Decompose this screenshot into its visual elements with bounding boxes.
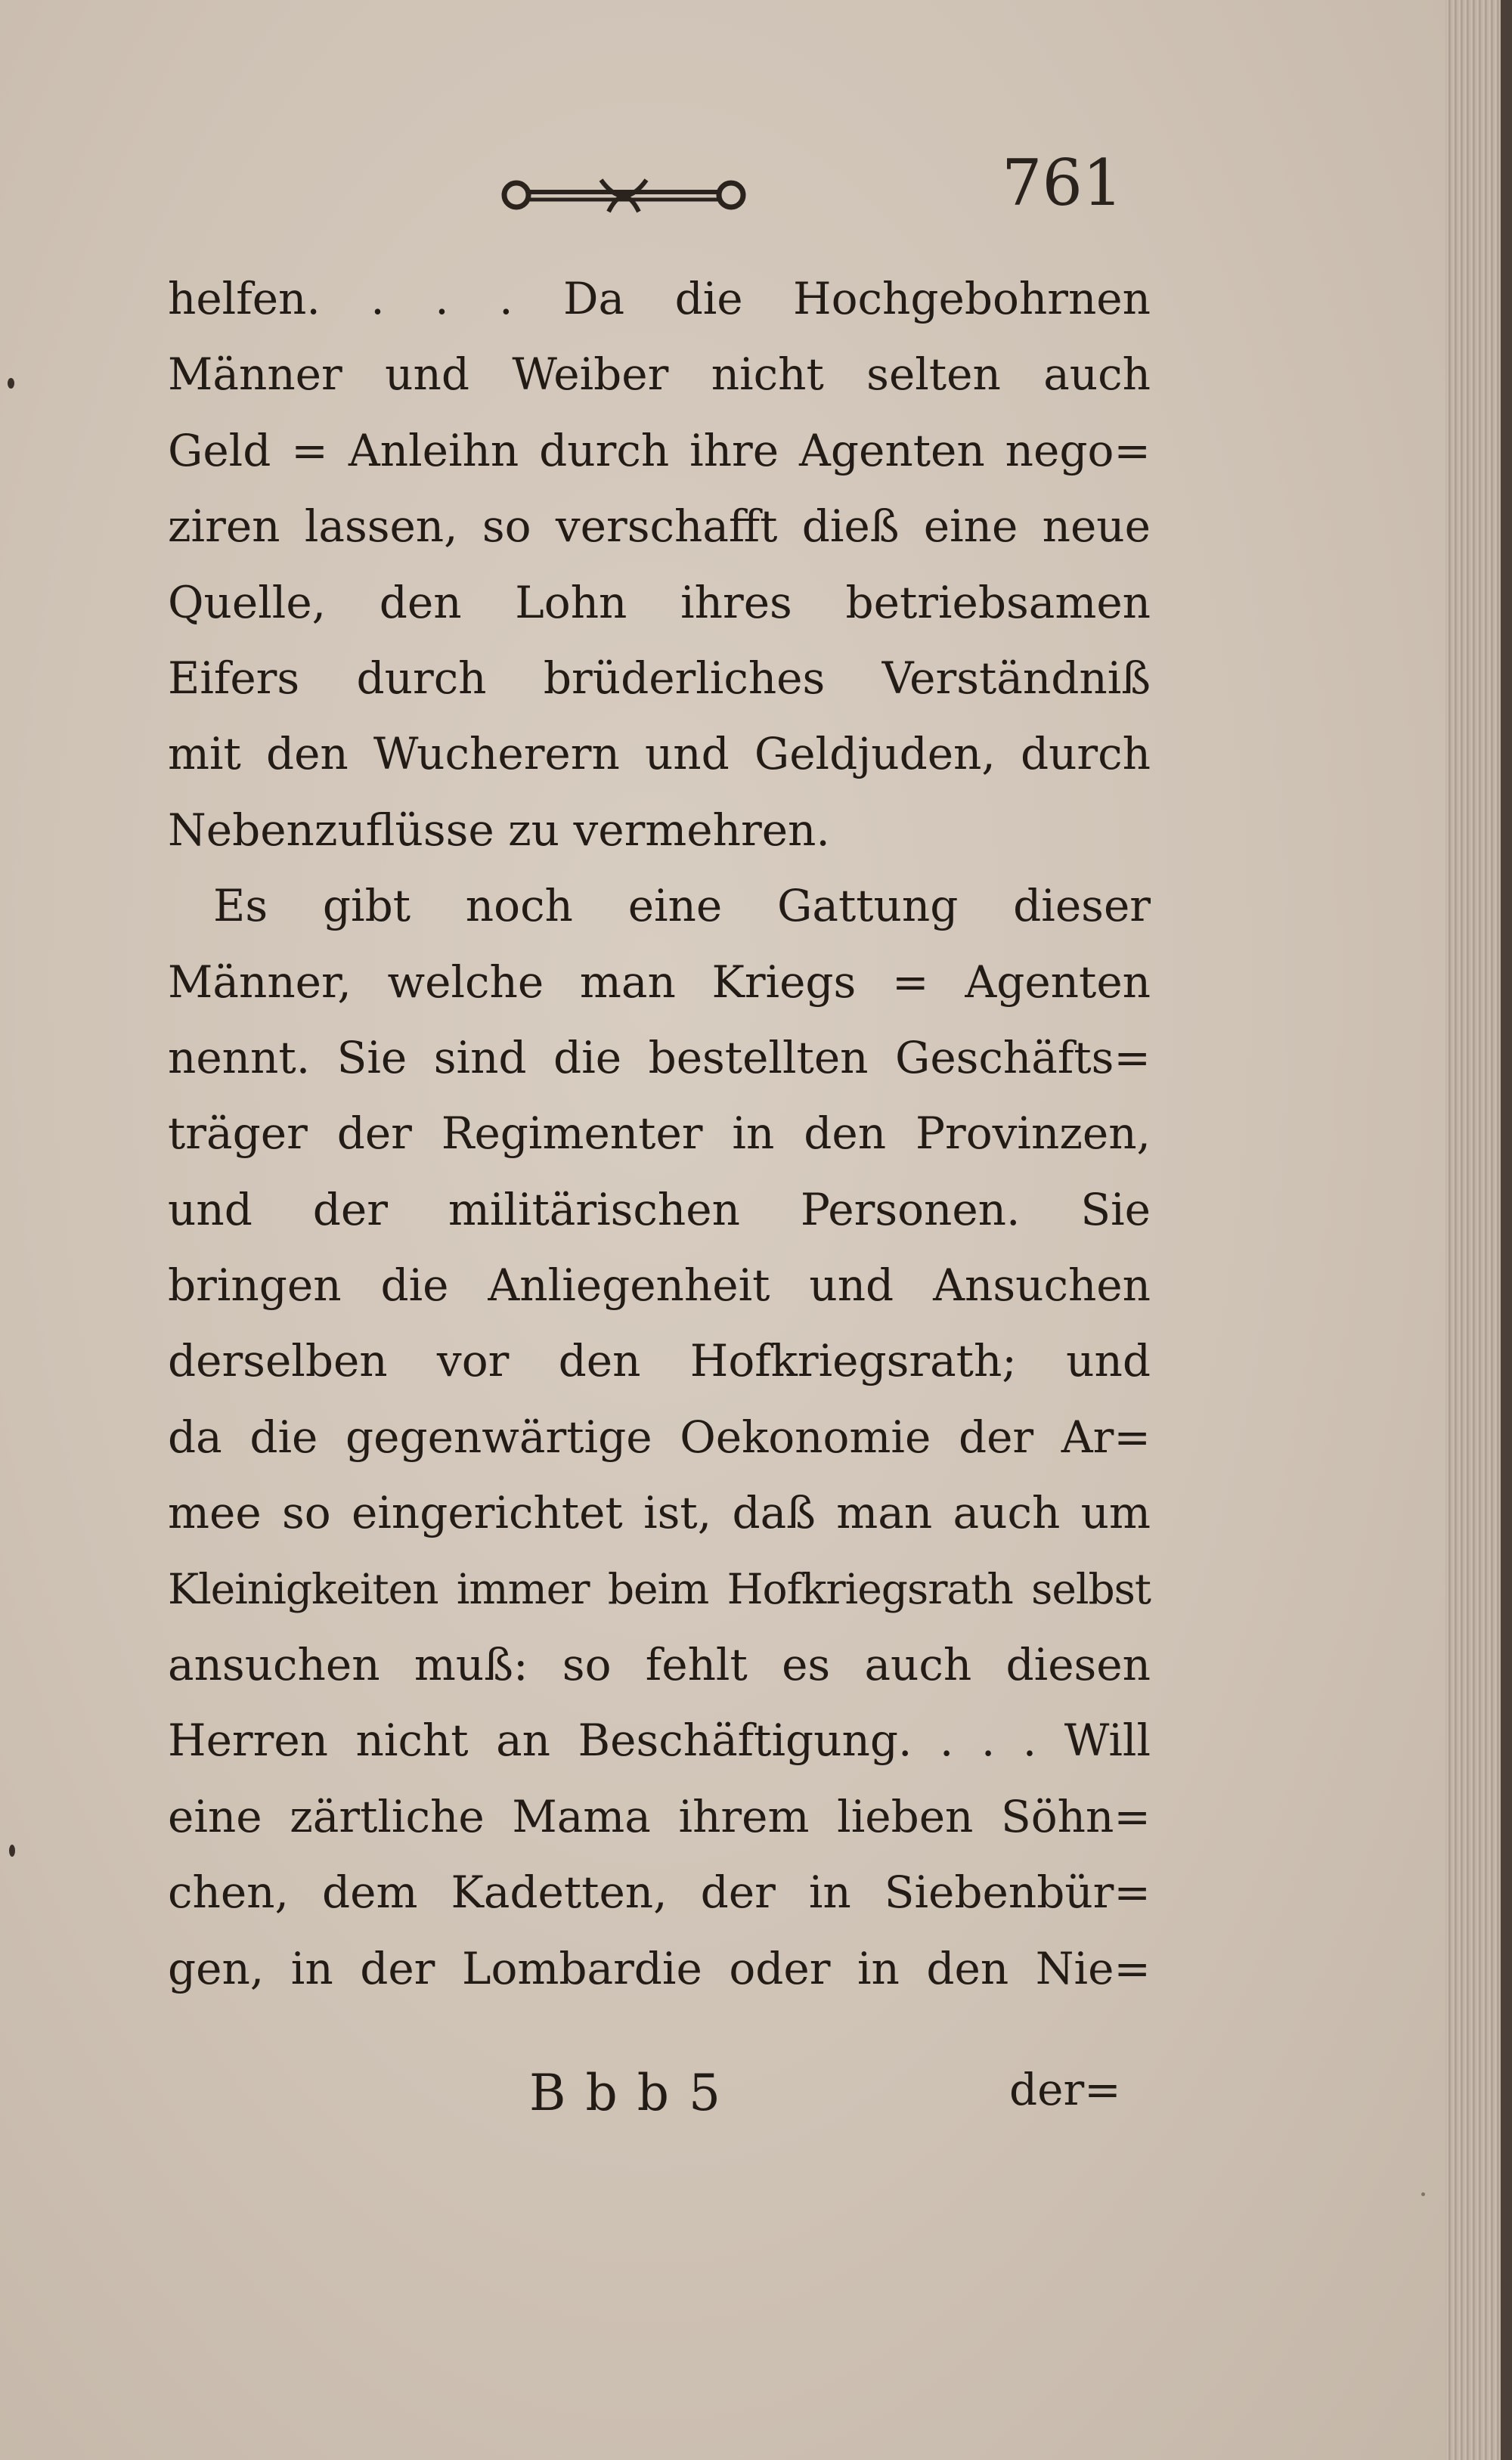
- book-cover-edge: [1501, 0, 1512, 2460]
- text-line: helfen. . . . Da die Hochgebohrnen: [168, 273, 1151, 324]
- text-line: nennt. Sie sind die bestellten Geschäfts=: [168, 1031, 1151, 1083]
- header-ornament-icon: [495, 166, 752, 219]
- text-line: ziren lassen, so verschafft dieß eine neue: [168, 500, 1151, 553]
- text-line: mit den Wucherern und Geldjuden, durch: [168, 728, 1151, 780]
- text-line: gen, in der Lombardie oder in den Nie=: [168, 1942, 1151, 1994]
- text-line: Nebenzuflüsse zu vermehren.: [168, 804, 830, 856]
- text-line: bringen die Anliegenheit und Ansuchen: [168, 1259, 1151, 1312]
- text-line: chen, dem Kadetten, der in Siebenbür=: [168, 1867, 1151, 1919]
- page-header: [0, 146, 1445, 234]
- text-line: Kleinigkeiten immer beim Hofkriegsrath selbst: [168, 1564, 1151, 1613]
- text-line: träger der Regimenter in den Provinzen,: [168, 1108, 1151, 1160]
- paper-speck: [8, 378, 14, 389]
- paper-speck: [9, 1845, 15, 1857]
- text-line: Männer und Weiber nicht selten auch: [168, 349, 1151, 401]
- signature-mark: Bbb5: [529, 2064, 740, 2122]
- text-line: Quelle, den Lohn ihres betriebsamen: [168, 576, 1151, 628]
- body-text: [168, 261, 1151, 2006]
- text-line: eine zärtliche Mama ihrem lieben Söhn=: [168, 1790, 1151, 1842]
- text-line: Es gibt noch eine Gattung dieser: [213, 880, 1151, 932]
- page-footer: [0, 2064, 1445, 2147]
- text-line: ansuchen muß: so fehlt es auch diesen: [168, 1639, 1151, 1691]
- text-line: Herren nicht an Beschäftigung. . . . Will: [168, 1715, 1151, 1767]
- text-line: Männer, welche man Kriegs = Agenten: [168, 956, 1151, 1008]
- text-line: und der militärischen Personen. Sie: [168, 1183, 1151, 1235]
- text-line: Eifers durch brüderliches Verständniß: [168, 652, 1151, 704]
- catchword: der=: [1009, 2064, 1121, 2115]
- page-number: 761: [1002, 146, 1123, 220]
- paper-speck: [1421, 2192, 1425, 2196]
- text-line: mee so eingerichtet ist, daß man auch um: [168, 1487, 1151, 1539]
- text-line: derselben vor den Hofkriegsrath; und: [168, 1335, 1151, 1387]
- text-line: da die gegenwärtige Oekonomie der Ar=: [168, 1411, 1151, 1463]
- text-line: Geld = Anleihn durch ihre Agenten nego=: [168, 424, 1151, 476]
